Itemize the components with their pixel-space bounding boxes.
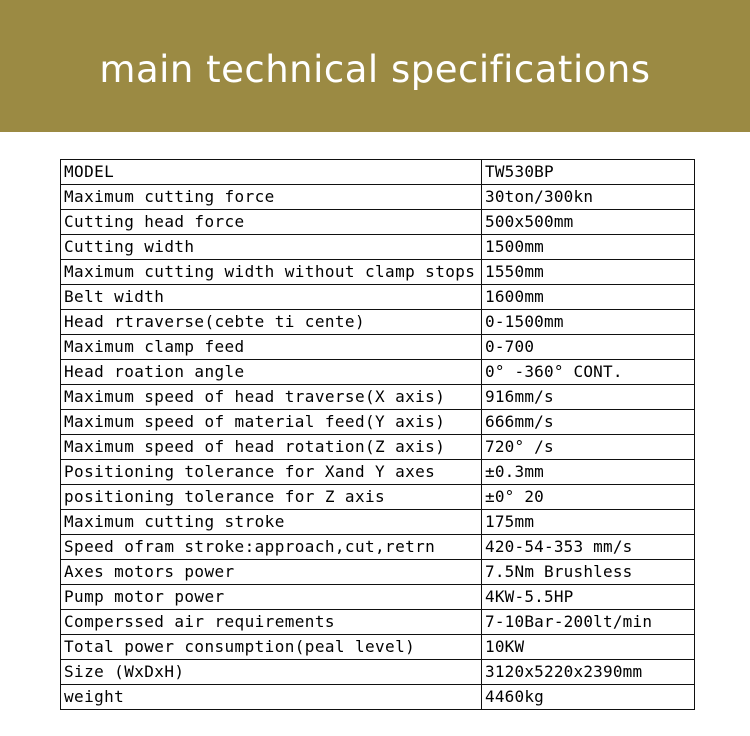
value-cell: 175mm (482, 510, 695, 535)
parameter-cell: Speed ofram stroke:approach,cut,retrn (61, 535, 482, 560)
parameter-cell: Positioning tolerance for Xand Y axes (61, 460, 482, 485)
value-cell: 0-700 (482, 335, 695, 360)
parameter-cell: Axes motors power (61, 560, 482, 585)
table-row (61, 485, 695, 510)
header-banner (0, 0, 750, 132)
value-cell: 10KW (482, 635, 695, 660)
value-cell: 420-54-353 mm/s (482, 535, 695, 560)
table-row (61, 660, 695, 685)
parameter-cell: Maximum speed of head traverse(X axis) (61, 385, 482, 410)
table-row (61, 235, 695, 260)
table-row (61, 185, 695, 210)
table-row (61, 360, 695, 385)
value-cell: 666mm/s (482, 410, 695, 435)
value-cell: ±0° 20 (482, 485, 695, 510)
parameter-cell: MODEL (61, 160, 482, 185)
table-row (61, 385, 695, 410)
page-title: main technical specifications (99, 47, 651, 91)
specifications-table (60, 159, 695, 710)
table-row (61, 560, 695, 585)
parameter-cell: Maximum speed of head rotation(Z axis) (61, 435, 482, 460)
parameter-cell: Maximum cutting width without clamp stops (61, 260, 482, 285)
value-cell: 3120x5220x2390mm (482, 660, 695, 685)
parameter-cell: Cutting head force (61, 210, 482, 235)
value-cell: 0° -360° CONT. (482, 360, 695, 385)
table-row (61, 285, 695, 310)
table-row (61, 685, 695, 710)
parameter-cell: weight (61, 685, 482, 710)
parameter-cell: positioning tolerance for Z axis (61, 485, 482, 510)
value-cell: ±0.3mm (482, 460, 695, 485)
table-row (61, 310, 695, 335)
parameter-cell: Total power consumption(peal level) (61, 635, 482, 660)
parameter-cell: Comperssed air requirements (61, 610, 482, 635)
value-cell: 1550mm (482, 260, 695, 285)
parameter-cell: Head rtraverse(cebte ti cente) (61, 310, 482, 335)
parameter-cell: Maximum cutting stroke (61, 510, 482, 535)
value-cell: TW530BP (482, 160, 695, 185)
value-cell: 7-10Bar-200lt/min (482, 610, 695, 635)
parameter-cell: Head roation angle (61, 360, 482, 385)
parameter-cell: Maximum speed of material feed(Y axis) (61, 410, 482, 435)
value-cell: 1500mm (482, 235, 695, 260)
table-row (61, 160, 695, 185)
table-row (61, 435, 695, 460)
value-cell: 4KW-5.5HP (482, 585, 695, 610)
parameter-cell: Maximum cutting force (61, 185, 482, 210)
value-cell: 916mm/s (482, 385, 695, 410)
table-row (61, 535, 695, 560)
value-cell: 720° /s (482, 435, 695, 460)
value-cell: 0-1500mm (482, 310, 695, 335)
table-row (61, 260, 695, 285)
table-row (61, 460, 695, 485)
parameter-cell: Belt width (61, 285, 482, 310)
table-row (61, 635, 695, 660)
parameter-cell: Maximum clamp feed (61, 335, 482, 360)
value-cell: 500x500mm (482, 210, 695, 235)
specifications-table-body (61, 160, 695, 710)
parameter-cell: Pump motor power (61, 585, 482, 610)
table-row (61, 585, 695, 610)
parameter-cell: Cutting width (61, 235, 482, 260)
parameter-cell: Size (WxDxH) (61, 660, 482, 685)
value-cell: 7.5Nm Brushless (482, 560, 695, 585)
table-row (61, 210, 695, 235)
value-cell: 30ton/300kn (482, 185, 695, 210)
table-row (61, 410, 695, 435)
table-row (61, 510, 695, 535)
value-cell: 4460kg (482, 685, 695, 710)
table-row (61, 610, 695, 635)
value-cell: 1600mm (482, 285, 695, 310)
table-row (61, 335, 695, 360)
